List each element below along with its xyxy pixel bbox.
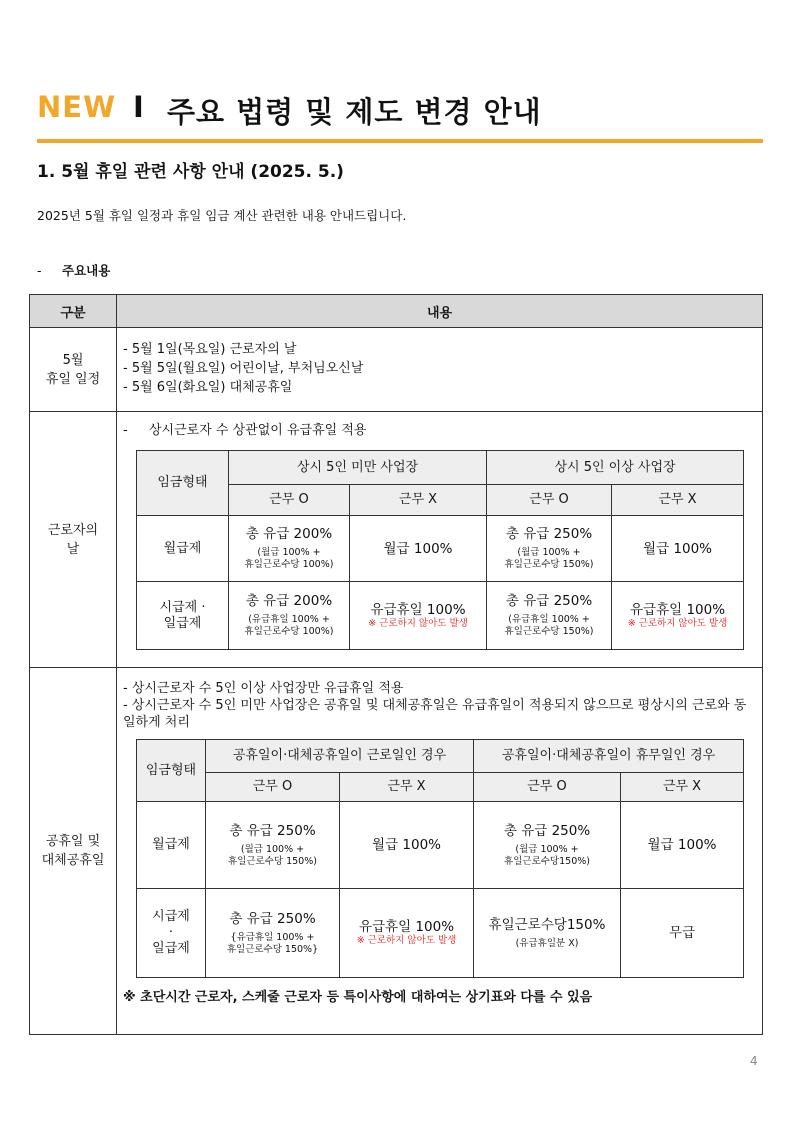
cell-sub: (월급 100% + [517,547,581,558]
category-line: 5월 [62,352,84,368]
cell-over5-work-x [612,582,744,650]
wage-type-label: 일급제 [152,941,190,956]
cell-main: 유급휴일 100% [629,601,726,618]
header-category: 구분 [30,295,117,328]
public-holiday-content [117,668,763,1035]
cell-main: 총 유급 250% [229,910,316,927]
list-item: - 상시근로자 수 5인 이상 사업장만 유급휴일 적용 [123,681,404,696]
cell-main: 무급 [668,925,696,941]
table-row [137,582,744,650]
cell-offday-work-o [474,802,621,889]
wage-type-header: 임금형태 [137,451,229,516]
work-o-header: 근무 O [474,773,621,802]
labor-day-content [117,412,763,668]
table-row-public-holiday [30,668,763,1035]
title-separator: I [133,90,144,124]
new-label: NEW [37,90,117,124]
cell-sub: (유급휴일 100% + [248,614,330,625]
cell-sub: (월급 100% + [515,843,579,855]
category-line: 공휴일 및 [45,834,101,849]
schedule-content [117,328,763,412]
wage-type-monthly [137,802,206,889]
work-x-header: 근무 X [612,485,744,516]
cell-under5-work-x [350,516,487,582]
cell-sub: (월급 100% + [257,547,321,558]
group-workday-header: 공휴일이·대체공휴일이 근로일인 경우 [206,740,474,773]
subhead-dash: - [37,263,42,278]
subhead [37,261,110,279]
cell-over5-work-x [612,516,744,582]
cell-main: 휴일근로수당150% [488,916,606,933]
cell-main: 유급휴일 100% [358,919,455,935]
list-item: - 5월 1일(목요일) 근로자의 날 [123,342,297,357]
cell-main: 총 유급 250% [503,822,591,839]
cell-sub: 휴일근로수당 150%) [504,626,594,637]
cell-sub: 휴일근로수당 100%) [244,559,334,570]
table-header-row [30,295,763,328]
category-line: 휴일 일정 [45,371,101,387]
title-divider [37,139,763,143]
table-row [137,516,744,582]
cell-workday-work-x [340,802,474,889]
work-o-header: 근무 O [206,773,340,802]
cell-under5-work-x [350,582,487,650]
cell-main: 월급 100% [383,540,453,557]
list-item: - 상시근로자 수 5인 미만 사업장은 공휴일 및 대체공휴일은 유급휴일이 적용되지 않으므로 평상시의 근로와 동일하게 처리 [123,698,747,730]
cell-main: 총 유급 200% [245,593,333,609]
cell-under5-work-o [229,582,350,650]
cell-workday-work-o [206,889,340,978]
group-over5-header: 상시 5인 이상 사업장 [487,451,744,485]
wage-type-label: 월급제 [163,540,202,556]
work-o-header: 근무 O [229,485,350,516]
category-line: 근로자의 [47,522,99,538]
work-x-header: 근무 X [350,485,487,516]
wage-type-label: · [168,925,174,940]
wage-type-monthly [137,516,229,582]
cell-under5-work-o [229,516,350,582]
cell-sub: 휴일근로수당 100%) [244,626,334,637]
cell-workday-work-o [206,802,340,889]
cell-over5-work-o [487,516,612,582]
list-item: - 5월 6일(화요일) 대체공휴일 [123,380,293,395]
cell-sub: 휴일근로수당 150%) [228,855,317,867]
cell-sub: 휴일근로수당150%) [504,855,590,867]
cell-sub: 휴일근로수당 150%) [504,559,594,570]
subhead-label: 주요내용 [62,263,111,278]
table-row [137,889,744,978]
work-o-header: 근무 O [487,485,612,516]
cell-sub: (유급휴일 100% + [508,614,590,625]
wage-type-label: 일급제 [163,615,202,631]
cell-main: 유급휴일 100% [370,601,466,618]
category-public-holiday [30,668,117,1035]
category-labor-day [30,412,117,668]
wage-type-label: 시급제 · [159,599,206,615]
page-number: 4 [750,1054,758,1068]
labor-day-inner-table [136,450,744,650]
cell-main: 총 유급 250% [505,593,593,609]
cell-offday-work-x [621,802,744,889]
labor-day-bullet [123,422,742,439]
bullet-text: 상시근로자 수 상관없이 유급휴일 적용 [149,423,367,438]
table-row-labor-day [30,412,763,668]
wage-type-hourly-daily [137,582,229,650]
cell-note: ※ 근로하지 않아도 발생 [627,617,728,629]
category-schedule [30,328,117,412]
wage-type-label: 월급제 [152,837,190,852]
cell-main: 월급 100% [372,837,441,853]
wage-type-hourly-daily [137,889,206,978]
cell-note: ※ 근로하지 않아도 발생 [368,617,468,629]
cell-sub: {유급휴일 100% + [230,931,315,943]
work-x-header: 근무 X [621,773,744,802]
cell-main: 월급 100% [643,540,712,557]
cell-sub: (유급휴일분 X) [515,937,579,949]
main-table [29,294,763,1035]
group-under5-header: 상시 5인 미만 사업장 [229,451,487,485]
cell-main: 총 유급 200% [245,526,333,542]
cell-sub: (월급 100% + [240,843,305,855]
category-line: 대체공휴일 [41,853,105,868]
cell-main: 월급 100% [647,837,717,853]
cell-offday-work-x [621,889,744,978]
bullet-dash: - [123,423,128,438]
cell-note: ※ 근로하지 않아도 발생 [356,935,457,946]
group-offday-header: 공휴일이·대체공휴일이 휴무일인 경우 [474,740,744,773]
list-item: - 5월 5일(월요일) 어린이날, 부처님오신날 [123,361,364,376]
table-row [137,802,744,889]
cell-main: 총 유급 250% [505,526,593,542]
wage-type-label: 시급제 [152,909,190,924]
work-x-header: 근무 X [340,773,474,802]
cell-workday-work-x [340,889,474,978]
intro-text: 2025년 5월 휴일 일정과 휴일 임금 계산 관련한 내용 안내드립니다. [37,208,407,223]
cell-offday-work-o [474,889,621,978]
wage-type-header: 임금형태 [137,740,206,802]
cell-over5-work-o [487,582,612,650]
category-line: 날 [66,541,80,557]
public-holiday-inner-table [136,739,744,978]
section-title: 1. 5월 휴일 관련 사항 안내 (2025. 5.) [37,162,344,182]
header-content: 내용 [117,295,763,328]
table-row-schedule [30,328,763,412]
page-title-row [37,90,763,140]
page-title: 주요 법령 및 제도 변경 안내 [167,95,542,129]
cell-sub: 휴일근로수당 150%} [226,943,319,955]
cell-main: 총 유급 250% [229,822,316,839]
footnote: ※ 초단시간 근로자, 스케줄 근로자 등 특이사항에 대하여는 상기표와 다를 수 있음 [123,990,593,1005]
